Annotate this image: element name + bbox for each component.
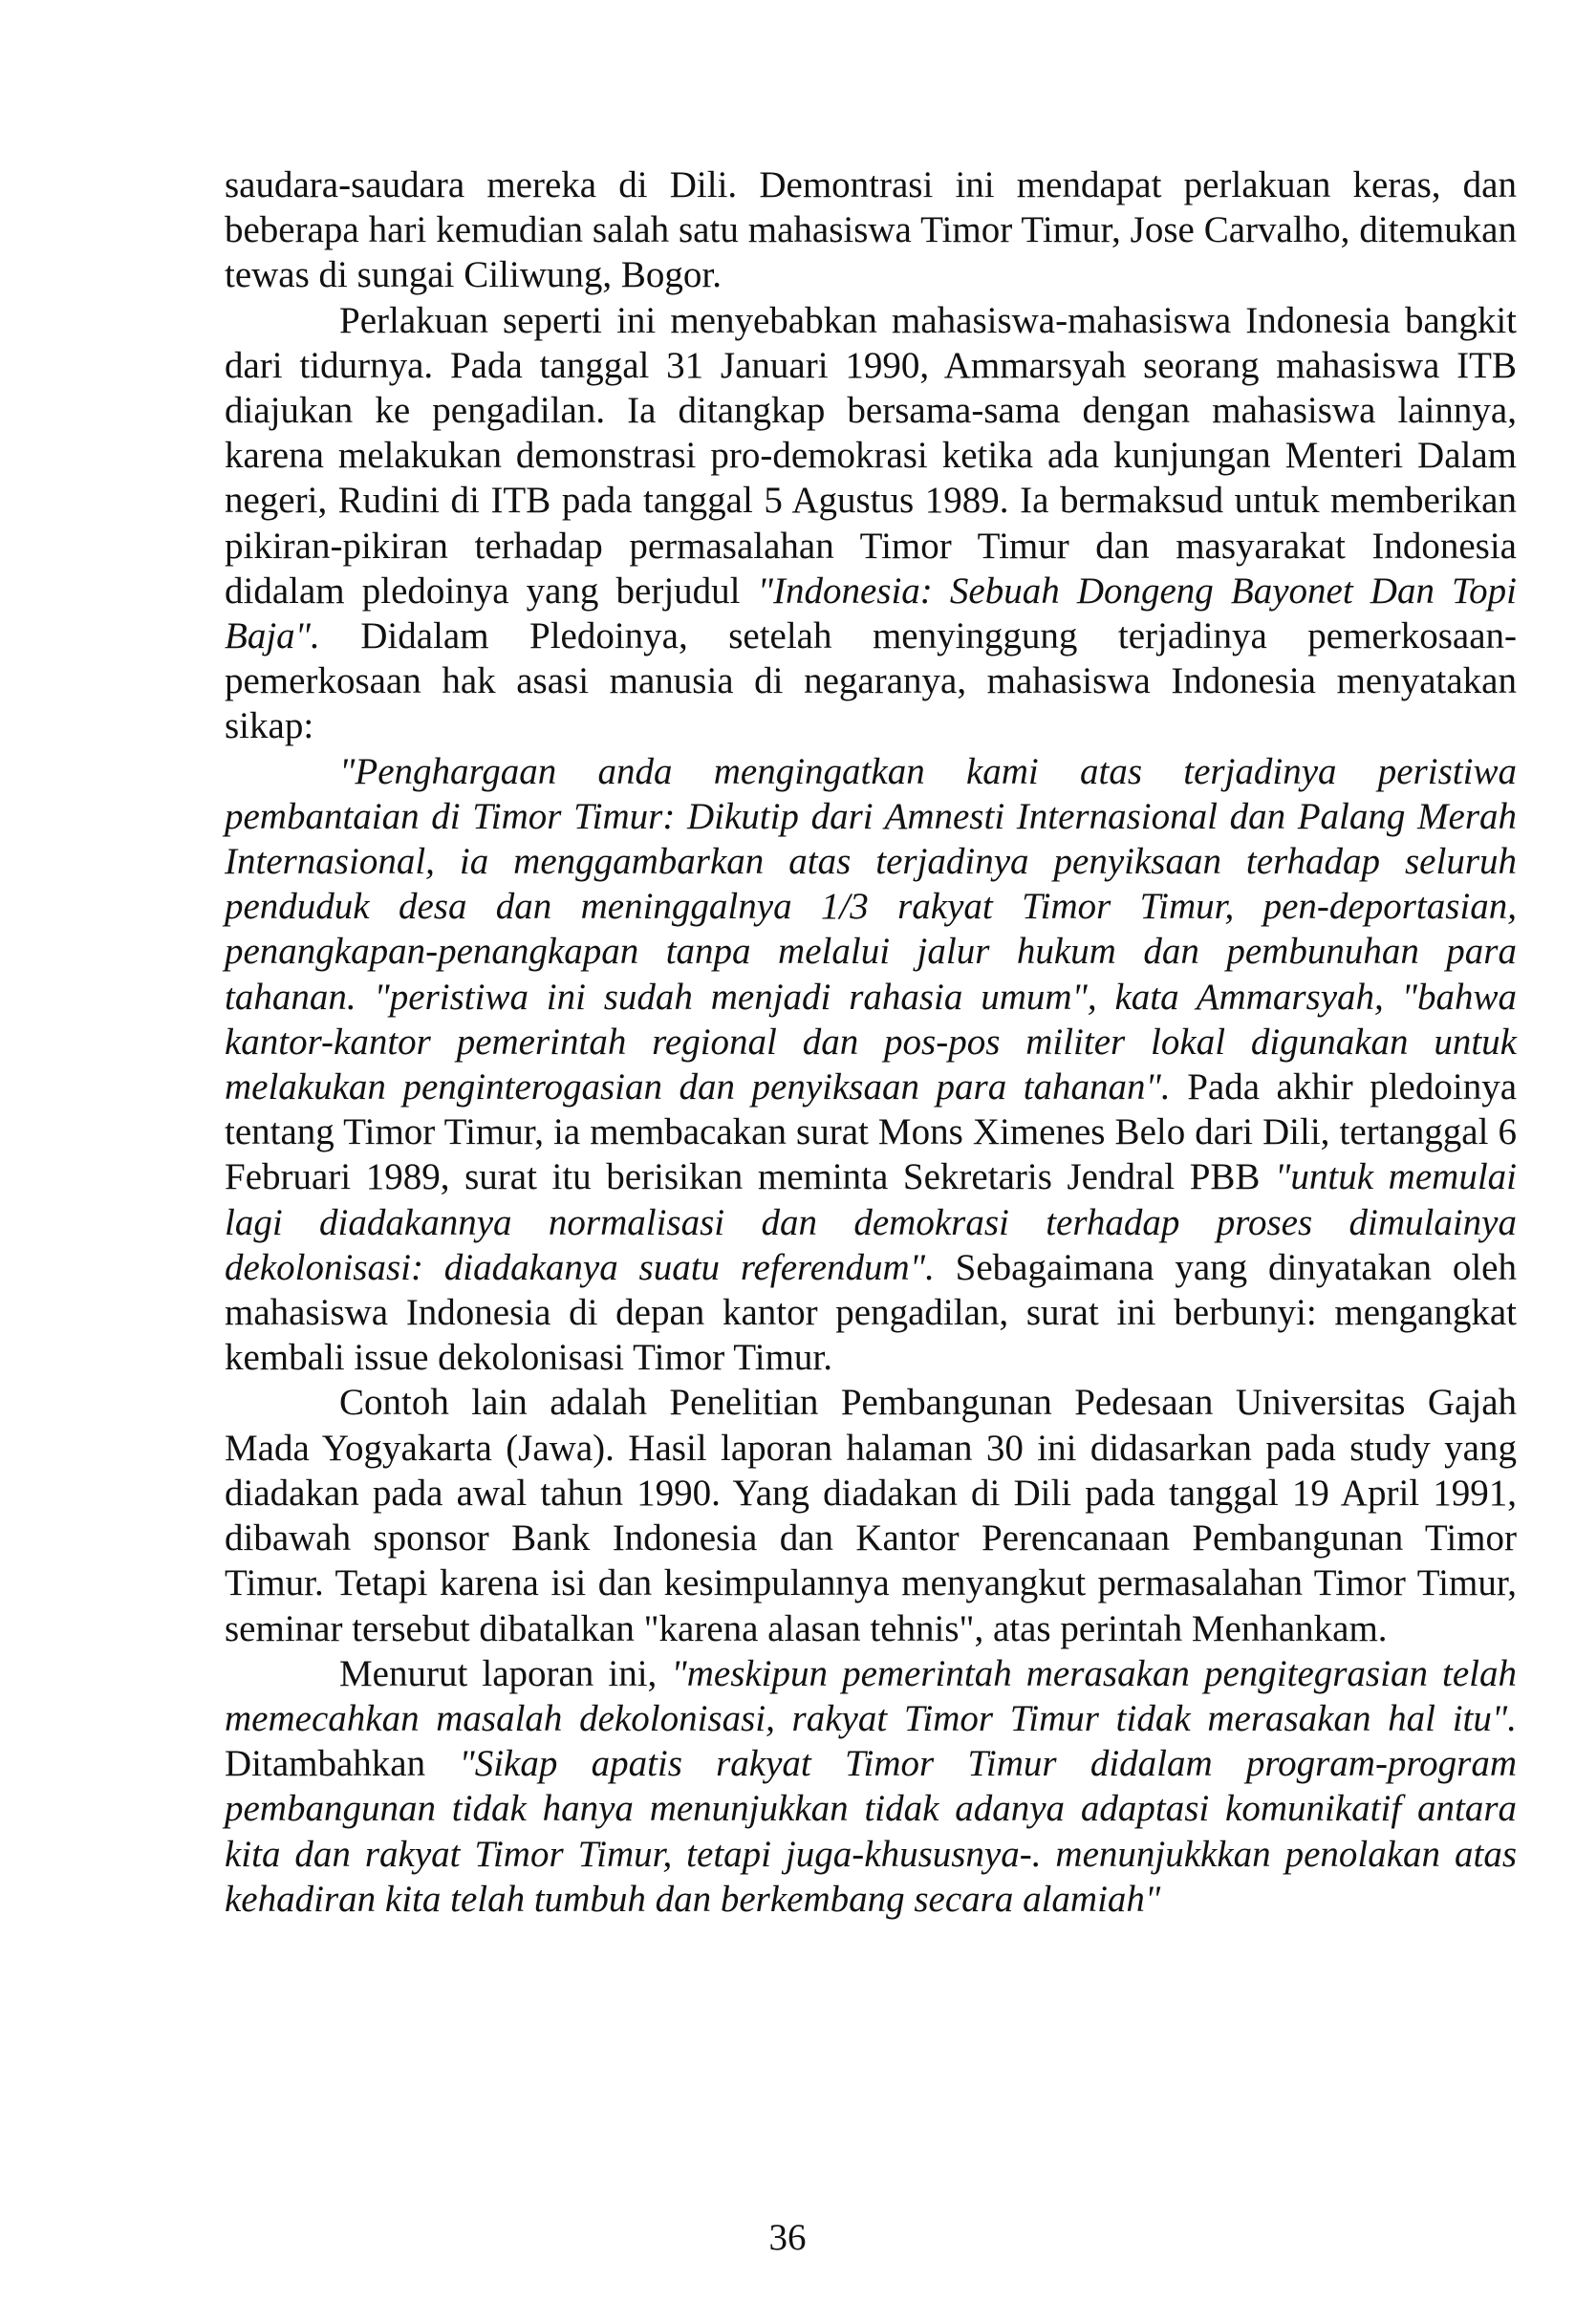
paragraph-2-text-2: Didalam Pledoinya, setelah menyinggung terjadinya pemerkosaan-pemerkosaan hak asasi manusia di negaranya, mahasiswa Indonesia menyatakan sikap:	[225, 615, 1517, 747]
paragraph-4-text: Contoh lain adalah Penelitian Pembangunan Pedesaan Universitas Gajah Mada Yogyakarta (Jawa). Hasil laporan halaman 30 ini didasarkan pada study yang diadakan pada awal tahun 1990. Yang diadakan di Dili pada tanggal 19 April 1991, dibawah sponsor Bank Indonesia dan Kantor Perencanaan Pembangunan Timor Timur. Tetapi karena isi dan kesimpulannya menyangkut permasalahan Timor Timur, seminar tersebut dibatalkan "karena alasan tehnis", atas perintah Menhankam.	[225, 1382, 1517, 1649]
paragraph-3-italic-quote-1: "Penghargaan anda mengingatkan kami atas terjadinya peristiwa pembantaian di Timor Timur: Dikutip dari Amnesti Internasional dan Palang Merah Internasional, ia menggambarkan atas terjadinya penyiksaan terhadap seluruh penduduk desa dan meninggalnya 1/3 rakyat Timor Timur, pen-deportasian, penangkapan-penangkapan tanpa melalui jalur hukum dan pembunuhan para tahanan. "peristiwa ini sudah menjadi rahasia umum", kata Ammarsyah, "bahwa kantor-kantor pemerintah regional dan pos-pos militer lokal digunakan untuk melakukan penginterogasian dan penyiksaan para tahanan".	[225, 750, 1517, 1108]
paragraph-2	[225, 298, 1517, 749]
page-number: 36	[768, 2217, 807, 2258]
paragraph-3-text-2: Sebagaimana yang dinyatakan oleh mahasiswa Indonesia di depan kantor pengadilan, surat ini berbunyi: mengangkat kembali issue dekolonisasi Timor Timur.	[225, 1246, 1517, 1379]
paragraph-3-italic-quote-2: "untuk memulai lagi diadakannya normalisasi dan demokrasi terhadap proses dimulainya dekolonisasi: diadakanya suatu referendum".	[225, 1156, 1517, 1288]
paragraph-5-italic-quote-1: "meskipun pemerintah merasakan pengitegrasian telah memecahkan masalah dekolonisasi, rakyat Timor Timur tidak merasakan hal itu".	[225, 1652, 1517, 1739]
paragraph-5	[225, 1651, 1517, 1922]
paragraph-3-text-1: Pada akhir pledoinya tentang Timor Timur, ia membacakan surat Mons Ximenes Belo dari Dili, tertanggal 6 Februari 1989, surat itu berisikan meminta Sekretaris Jendral PBB	[225, 1066, 1518, 1198]
paragraph-1-text: saudara-saudara mereka di Dili. Demontrasi ini mendapat perlakuan keras, dan beberapa hari kemudian salah satu mahasiswa Timor Timur, Jose Carvalho, ditemukan tewas di sungai Ciliwung, Bogor.	[225, 164, 1517, 296]
paragraph-1	[225, 162, 1517, 298]
paragraph-3	[225, 749, 1517, 1381]
paragraph-5-text-1: Menurut laporan ini,	[339, 1652, 672, 1694]
paragraph-4	[225, 1380, 1517, 1650]
paragraph-2-text-1: Perlakuan seperti ini menyebabkan mahasiswa-mahasiswa Indonesia bangkit dari tidurnya. Pada tanggal 31 Januari 1990, Ammarsyah seorang mahasiswa ITB diajukan ke pengadilan. Ia ditangkap bersama-sama dengan mahasiswa lainnya, karena melakukan demonstrasi pro-demokrasi ketika ada kunjungan Menteri Dalam negeri, Rudini di ITB pada tanggal 5 Agustus 1989. Ia bermaksud untuk memberikan pikiran-pikiran terhadap permasalahan Timor Timur dan masyarakat Indonesia didalam pledoinya yang berjudul	[225, 299, 1517, 612]
paragraph-2-italic-title: "Indonesia: Sebuah Dongeng Bayonet Dan Topi Baja".	[225, 570, 1517, 657]
paragraph-5-text-2: Ditambahkan	[225, 1743, 460, 1785]
page-body	[225, 162, 1517, 1922]
paragraph-5-italic-quote-2: "Sikap apatis rakyat Timor Timur didalam program-program pembangunan tidak hanya menunjukkan tidak adanya adaptasi komunikatif antara kita dan rakyat Timor Timur, tetapi juga-khususnya-. menunjukkkan penolakan atas kehadiran kita telah tumbuh dan berkembang secara alamiah"	[225, 1743, 1518, 1920]
